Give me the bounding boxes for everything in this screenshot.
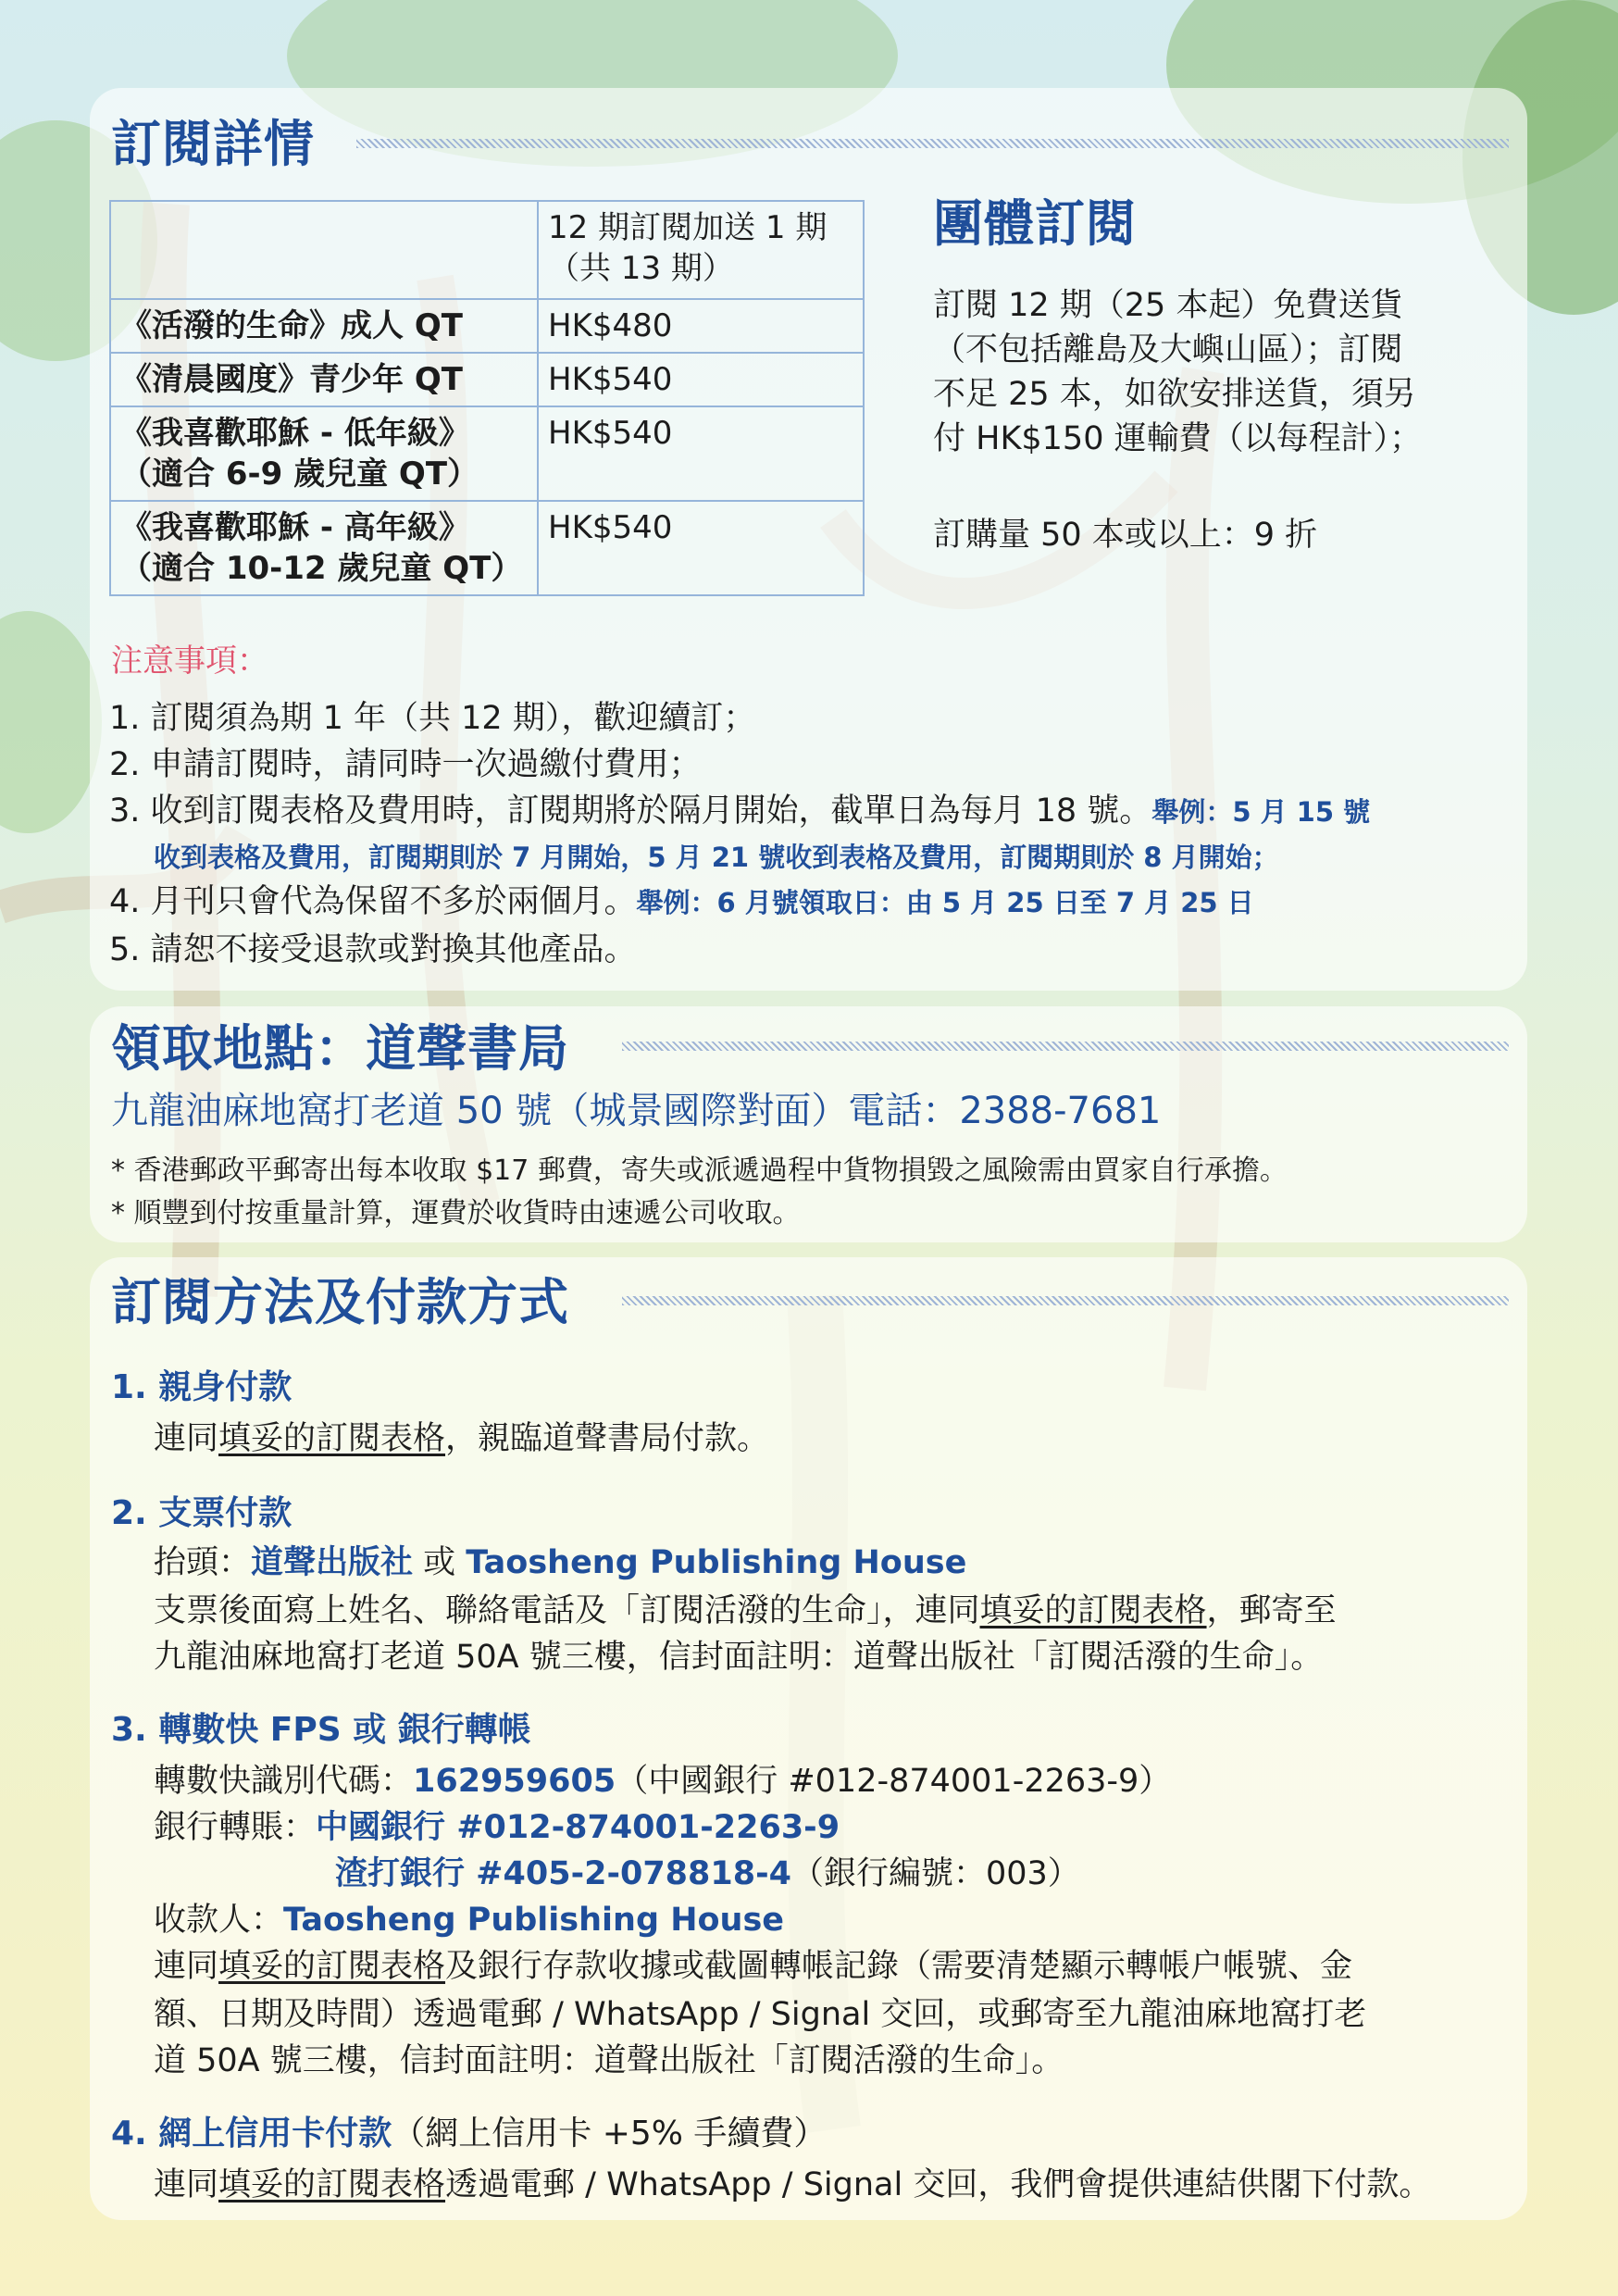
cheque-payee-line [154,1541,966,1585]
table-row [110,353,864,406]
pickup-location-heading: 領取地點：道聲書局 [111,1019,569,1078]
bank-account-2: 渣打銀行 #405-2-078818-4 [335,1855,791,1892]
pickup-address: 九龍油麻地窩打老道 50 號（城景國際對面）電話：2388-7681 [111,1090,1162,1132]
subscription-details-heading: 訂閱詳情 [111,115,315,173]
note-item [109,880,1254,925]
heading-divider [356,139,1509,148]
bank-account-1: 中國銀行 #012-874001-2263-9 [316,1809,840,1846]
note-item [109,789,1370,834]
notes-heading: 注意事項： [111,643,268,680]
group-line: 付 HK$150 運輸費（以每程計）； [933,420,1423,457]
payee-line [154,1898,784,1942]
payment-methods-heading: 訂閱方法及付款方式 [111,1273,569,1331]
label: 抬頭： [154,1544,252,1581]
payee-en: Taosheng Publishing House [466,1544,967,1581]
note-item: 5. 請恕不接受退款或對換其他產品。 [109,931,637,968]
label: 銀行轉賬： [154,1809,317,1846]
method-1-title: 1. 親身付款 [111,1368,292,1406]
table-header-cell [110,201,538,299]
note-example-continued: 收到表格及費用，訂閱期則於 7 月開始，5 月 21 號收到表格及費用，訂閱期則於 8 月開始； [154,842,1279,873]
subscription-form-link[interactable]: 填妥的訂閱表格 [218,2166,446,2203]
fps-id: 162959605 [413,1763,616,1800]
text: 及銀行存款收據或截圖轉帳記錄（需要清楚顯示轉帳户帳號、金 [445,1948,1353,1985]
method-4-title: 4. 網上信用卡付款 [111,2115,392,2152]
payee-name: Taosheng Publishing House [283,1902,785,1939]
method-4-text [154,2163,1431,2207]
fee-note: （網上信用卡 +5% 手續費） [392,2115,828,2152]
table-row [110,299,864,353]
method-4-title-line [111,2107,827,2154]
text: ，郵寄至 [1206,1592,1337,1629]
note-item: 1. 訂閱須為期 1 年（共 12 期），歡迎續訂； [109,700,756,737]
fps-line [154,1759,1171,1803]
heading-divider [622,1296,1509,1305]
note-example: 舉例：6 月號領取日：由 5 月 25 日至 7 月 25 日 [636,887,1254,918]
table-row [110,501,864,595]
group-discount: 訂購量 50 本或以上：9 折 [933,517,1318,554]
product-price: HK$540 [538,501,864,595]
table-header-row [110,201,864,299]
note-text: 4. 月刊只會代為保留不多於兩個月。 [109,883,637,920]
price-table [109,200,865,596]
text: 連同 [154,2166,219,2203]
group-line: （不包括離島及大嶼山區）；訂閱 [933,331,1403,368]
group-subscription-text [933,283,1422,461]
text: 連同 [154,1948,219,1985]
table-row [110,406,864,501]
text: （中國銀行 #012-874001-2263-9） [616,1763,1172,1800]
text: 支票後面寫上姓名、聯絡電話及「訂閱活潑的生命」，連同 [154,1592,980,1629]
product-price: HK$540 [538,353,864,406]
label: 轉數快識別代碼： [154,1763,414,1800]
group-line: 訂閱 12 期（25 本起）免費送貨 [933,287,1403,324]
group-subscription-heading: 團體訂閱 [933,194,1137,253]
postage-note: * 香港郵政平郵寄出每本收取 $17 郵費，寄失或派遞過程中貨物損毀之風險需由買家自行承擔。 [111,1154,1288,1187]
bank-transfer-line [154,1805,840,1850]
heading-divider [622,1042,1509,1051]
product-name: 《活潑的生命》成人 QT [110,299,538,353]
product-price: HK$480 [538,299,864,353]
transfer-instructions-line: 額、日期及時間）透過電郵 / WhatsApp / Signal 交回，或郵寄至九龍油麻地窩打老 [154,1996,1367,2033]
product-name: 《清晨國度》青少年 QT [110,353,538,406]
method-3-title: 3. 轉數快 FPS 或 銀行轉帳 [111,1711,531,1749]
text: （銀行編號：003） [790,1855,1080,1892]
text: 連同 [154,1420,219,1457]
text: 或 [413,1544,467,1581]
subscription-form-link[interactable]: 填妥的訂閱表格 [218,1420,446,1457]
product-name: 《我喜歡耶穌 - 高年級》 （適合 10-12 歲兒童 QT） [110,501,538,595]
cheque-address-line: 九龍油麻地窩打老道 50A 號三樓，信封面註明：道聲出版社「訂閱活潑的生命」。 [154,1639,1324,1676]
note-text: 3. 收到訂閱表格及費用時，訂閱期將於隔月開始，截單日為每月 18 號。 [109,792,1152,830]
cheque-instructions-line [154,1589,1337,1633]
payee-zh: 道聲出版社 [251,1544,414,1581]
method-2-title: 2. 支票付款 [111,1494,292,1532]
text: 透過電郵 / WhatsApp / Signal 交回，我們會提供連結供閣下付款。 [445,2166,1432,2203]
group-line: 不足 25 本，如欲安排送貨，須另 [933,376,1416,413]
courier-note: * 順豐到付按重量計算，運費於收貨時由速遞公司收取。 [111,1197,801,1229]
subscription-form-link[interactable]: 填妥的訂閱表格 [979,1592,1207,1629]
transfer-instructions-line [154,1944,1352,1989]
bank-transfer-line-2 [335,1852,1080,1896]
text: ，親臨道聲書局付款。 [445,1420,770,1457]
product-name: 《我喜歡耶穌 - 低年級》 （適合 6-9 歲兒童 QT） [110,406,538,501]
label: 收款人： [154,1902,284,1939]
product-price: HK$540 [538,406,864,501]
transfer-instructions-line: 道 50A 號三樓，信封面註明：道聲出版社「訂閱活潑的生命」。 [154,2042,1064,2079]
table-header-cell: 12 期訂閱加送 1 期 （共 13 期） [538,201,864,299]
method-1-text [154,1416,769,1461]
note-example: 舉例：5 月 15 號 [1151,796,1371,828]
note-item: 2. 申請訂閱時，請同時一次過繳付費用； [109,746,702,783]
subscription-form-link[interactable]: 填妥的訂閱表格 [218,1948,446,1985]
